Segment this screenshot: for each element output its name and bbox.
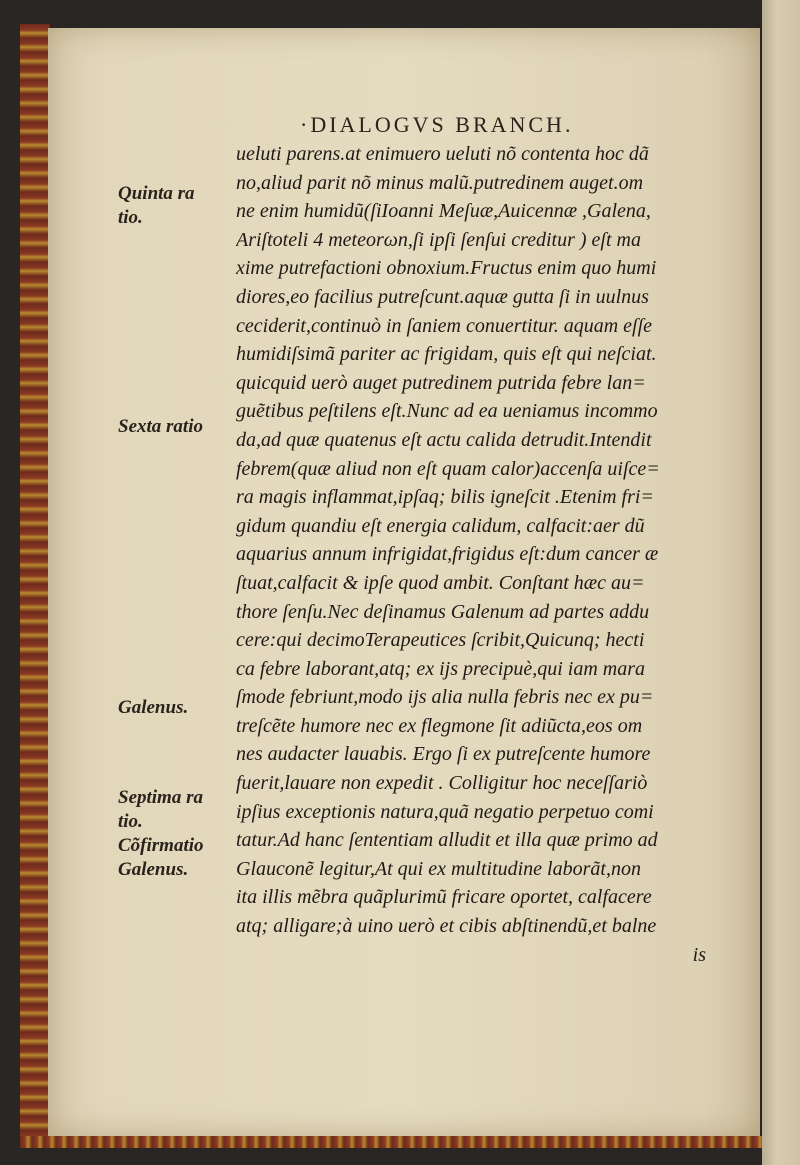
text-line: ſmode febriunt,modo ijs alia nulla febris nec ex pu= — [236, 686, 654, 709]
margin-note-galenus — [118, 696, 188, 720]
margin-note-quinta — [118, 182, 195, 230]
text-line: ipſius exceptionis natura,quã negatio perpetuo comi — [236, 800, 654, 823]
text-line: guẽtibus peſtilens eſt.Nunc ad ea ueniamus incommo — [236, 400, 658, 423]
margin-note-line: Galenus. — [118, 697, 189, 718]
text-line: no,aliud parit nõ minus malũ.putredinem auget.om — [236, 171, 644, 194]
text-line: ita illis mẽbra quãplurimũ fricare oportet, calfacere — [236, 886, 652, 909]
text-line: nes audacter lauabis. Ergo ſi ex putreſcente humore — [236, 743, 651, 766]
margin-note-line: Sexta ratio — [118, 416, 203, 437]
margin-note-line: Cõfirmatio — [118, 835, 204, 856]
text-line: tatur.Ad hanc ſententiam alludit et illa quæ primo ad — [236, 829, 658, 852]
running-header: ·DIALOGVS BRANCH. — [300, 112, 574, 137]
margin-note-line: Quinta ra — [118, 183, 195, 204]
text-line: ra magis inflammat,ipſaq; bilis igneſcit .Etenim fri= — [236, 486, 654, 509]
text-line: fuerit,lauare non expedit . Colligitur hoc neceſſariò — [236, 772, 648, 795]
text-line: gidum quandiu eſt energia calidum, calfacit:aer dũ — [236, 514, 645, 537]
text-line: ne enim humidũ(ſiIoanni Meſuæ,Auicennæ ,Galena, — [236, 200, 651, 223]
text-line: ſtuat,calfacit & ipſe quod ambit. Conſtant hæc au= — [236, 571, 645, 594]
text-line: xime putrefactioni obnoxium.Fructus enim quo humi — [236, 257, 657, 280]
text-line: ueluti parens.at enimuero ueluti nõ contenta hoc dã — [236, 143, 649, 165]
text-line: humidiſsimã pariter ac frigidam, quis eſt qui neſciat. — [236, 343, 657, 366]
text-line: ceciderit,continuò in ſaniem conuertitur. aquam eſſe — [236, 314, 653, 337]
text-line: quicquid uerò auget putredinem putrida febre lan= — [236, 371, 646, 394]
text-line: febrem(quæ aliud non eſt quam calor)accenſa uiſce= — [236, 457, 660, 480]
text-line: Ariſtoteli 4 meteorωn,ſi ipſi ſenſui creditur ) eſt ma — [236, 228, 641, 251]
text-line: treſcẽte humore nec ex flegmone ſit adiũcta,eos om — [236, 714, 643, 737]
margin-note-line: tio. — [118, 811, 143, 832]
adjacent-page-edge — [762, 0, 800, 1165]
text-line: ca febre laborant,atq; ex ijs precipuè,qui iam mara — [236, 657, 646, 680]
catchword: is — [692, 943, 706, 966]
margin-note-septima — [118, 786, 204, 882]
text-line: atq; alligare;à uino uerò et cibis abſtinendũ,et balne — [236, 915, 657, 938]
text-line: aquarius annum infrigidat,frigidus eſt:dum cancer æ — [236, 543, 659, 566]
text-line: diores,eo facilius putreſcunt.aquæ gutta ſi in uulnus — [236, 285, 649, 308]
text-line: thore ſenſu.Nec deſinamus Galenum ad partes addu — [236, 600, 650, 623]
body-text — [236, 140, 716, 969]
text-line: Glauconẽ legitur,At qui ex multitudine laborãt,non — [236, 857, 641, 880]
margin-note-line: Galenus. — [118, 859, 189, 880]
margin-note-line: Septima ra — [118, 787, 203, 808]
book-bottom-edge — [20, 1136, 762, 1148]
text-line: da,ad quæ quatenus eſt actu calida detrudit.Intendit — [236, 428, 652, 451]
text-line: cere:qui decimoTerapeutices ſcribit,Quicunq; hecti — [236, 629, 645, 652]
margin-note-sexta — [118, 415, 203, 439]
margin-note-line: tio. — [118, 207, 143, 228]
